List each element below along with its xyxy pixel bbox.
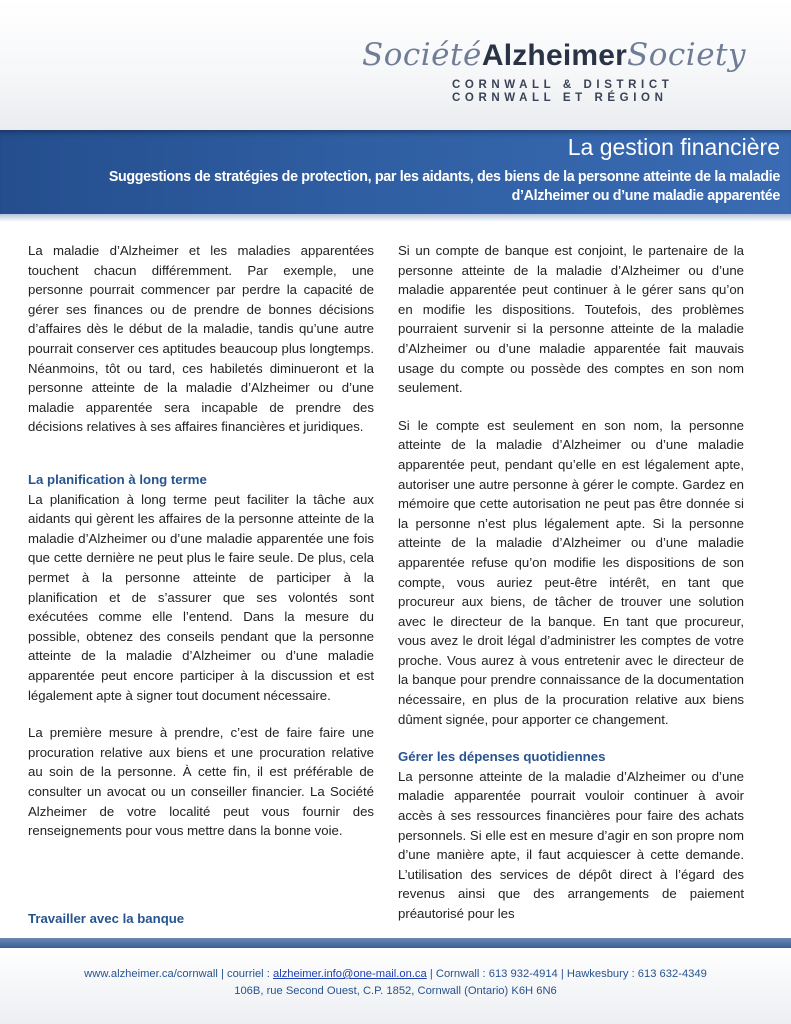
intro-paragraph: La maladie d’Alzheimer et les maladies apparentées touchent chacun différemment. Par exemple, une personne pourrait commencer par perdre la capacité de gérer ses finances ou de prendre de bonnes décisions d’affaires dès le début de la maladie, tandis qu’une autre pourrait conserver ces aptitudes beaucoup plus longtemps. Néanmoins, tôt ou tard, ces habiletés diminueront et la personne atteinte de la maladie d’Alzheimer ou d’une maladie apparentée sera incapable de prendre des décisions relatives à ses affaires financières et juridiques.: [28, 243, 374, 435]
daily-expenses-paragraph: La personne atteinte de la maladie d’Alzheimer ou d’une maladie apparentée pourrait vouloir continuer à avoir accès à ses ressources financières pour faire des achats personnels. Si elle est en mesure d’agir en son propre nom d’une manière apte, il faut acquiescer à cette demande. L’utilisation des services de dépôt direct à l’égard des revenus ainsi que des arrangements de paiement préautorisé pour les: [398, 768, 744, 921]
footer-separator: |: [217, 968, 227, 980]
footer-bar: [0, 938, 791, 948]
power-of-attorney-paragraph: La première mesure à prendre, c’est de faire faire une procuration relative aux biens et une procuration relative au soin de la personne. À cette fin, il est préférable de consulter un avocat ou un conseiller financier. La Société Alzheimer de votre localité peut vous fournir des renseignements pour vous mettre dans la bonne voie.: [28, 725, 374, 839]
footer-address: 106B, rue Second Ouest, C.P. 1852, Cornwall (Ontario) K6H 6N6: [234, 985, 557, 997]
alzheimer-society-logo: [362, 37, 762, 104]
footer-phone-hawkesbury: Hawkesbury : 613 632-4349: [566, 968, 707, 980]
section-heading-long-term-planning: La planification à long terme La planification à long terme peut faciliter la tâche aux aidants qui gèrent les affaires de la personne atteinte de la maladie d’Alzheimer ou d’une maladie apparentée une fois que cette dernière ne peut plus le faire seule. De plus, cela permet à la personne atteinte de participer à la planification et de s’assurer que ses volontés sont exécutées comme elle l’entend. Dans la mesure du possible, obtenez des conseils pendant que la personne atteinte de la maladie d’Alzheimer ou d’une maladie apparentée peut encore participer à la discussion et est légalement apte à signer tout document nécessaire. La première mesure à prendre, c’est de faire faire une procuration relative aux biens et une procuration relative au soin de la personne. À cette fin, il est préférable de consulter un avocat ou un conseiller financier. La Société Alzheimer de votre localité peut vous fournir des renseignements pour vous mettre dans la bonne voie.: [28, 470, 374, 841]
page-subtitle: Suggestions de stratégies de protection, par les aidants, des biens de la personne atteinte de la maladie d’Alzheimer ou d’une maladie apparentée: [108, 169, 780, 204]
long-term-planning-paragraph: La planification à long terme peut faciliter la tâche aux aidants qui gèrent les affaires de la personne atteinte de la maladie d’Alzheimer ou d’une maladie apparentée une fois que cette dernière ne peut plus le faire seule. De plus, cela permet à la personne atteinte de participer à la planification et de s’assurer que ses volontés sont exécutées comme elle l’entend. Dans la mesure du possible, obtenez des conseils pendant que la personne atteinte de la maladie d’Alzheimer ou d’une maladie apparentée peut encore participer à la discussion et est légalement apte à signer tout document nécessaire.: [28, 491, 374, 703]
section-heading-working-with-bank: Travailler avec la banque: [28, 911, 185, 926]
left-column: [28, 241, 374, 926]
footer-separator: |: [557, 968, 567, 980]
footer-email-label: courriel :: [226, 968, 273, 980]
logo-word-alzheimer: Alzheimer: [481, 39, 628, 72]
right-column: [398, 241, 744, 924]
page-title: La gestion financière: [567, 134, 780, 160]
section-heading-daily-expenses: Gérer les dépenses quotidiennes: [398, 749, 606, 765]
footer-contact-line: [0, 968, 791, 980]
logo-wordmark: [362, 37, 762, 73]
logo-region-english: CORNWALL & DISTRICT: [452, 79, 674, 91]
logo-region-french: CORNWALL ET RÉGION: [452, 92, 668, 104]
logo-word-society: Society: [627, 37, 747, 73]
joint-account-paragraph: Si un compte de banque est conjoint, le partenaire de la personne atteinte de la maladie d’Alzheimer ou d’une maladie apparentée peut continuer à le gérer sans qu’on en modifie les dispositions. Toutefois, des problèmes pourraient survenir si la personne atteinte de la maladie d’Alzheimer ou d’une maladie apparentée fait mauvais usage du compte ou possède des comptes en son nom seulement.: [398, 243, 744, 396]
footer-website-link[interactable]: www.alzheimer.ca/cornwall: [84, 968, 218, 980]
logo-word-societe: Société: [362, 37, 482, 73]
footer-email-link[interactable]: alzheimer.info@one-mail.on.ca: [272, 968, 427, 980]
footer-separator: |: [426, 968, 436, 980]
banner-fade: [0, 214, 791, 222]
sole-account-paragraph: Si le compte est seulement en son nom, la personne atteinte de la maladie d’Alzheimer ou d’une maladie apparentée peut, pendant qu’elle en est légalement apte, autoriser une autre personne à gérer le compte. Gardez en mémoire que cette autorisation ne peut pas être donnée si la personne n’est plus légalement apte. Si la personne atteinte de la maladie d’Alzheimer ou d’une maladie apparentée refuse qu’on modifie les dispositions de son compte, vous auriez peut-être intérêt, en tant que procureur aux biens, de tâcher de trouver une solution avec le directeur de la banque. En tant que procureur, vous avez le droit légal d’administrer les comptes de votre proche. Vous aurez à vous entretenir avec le directeur de la banque pour prendre connaissance de la documentation nécessaire, en plus de la procuration relative aux biens dûment signée, pour apporter ce changement.: [398, 417, 744, 727]
footer-phone-cornwall: Cornwall : 613 932-4914: [435, 968, 558, 980]
